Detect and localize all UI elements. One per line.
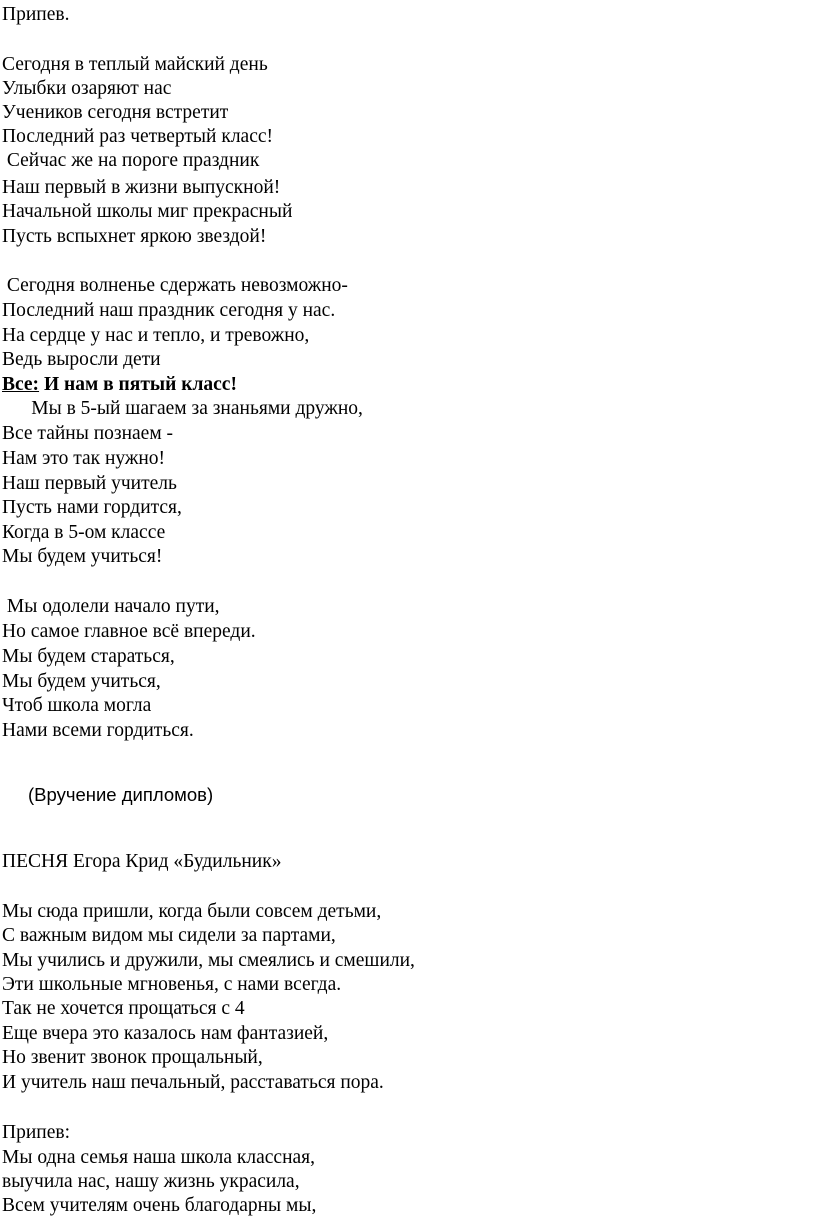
text-line: Нами всеми гордиться.: [2, 720, 194, 741]
text-line: Все тайны познаем -: [2, 423, 174, 444]
text-line: Последний наш праздник сегодня у нас.: [2, 300, 336, 321]
text-line: И учитель наш печальный, расставаться пора.: [2, 1072, 384, 1093]
text-line: Когда в 5-ом классе: [2, 522, 166, 543]
text-line: На сердце у нас и тепло, и тревожно,: [2, 325, 310, 346]
text-line: Но звенит звонок прощальный,: [2, 1047, 263, 1068]
speaker-line: [2, 375, 237, 395]
text-line: Мы будем учиться!: [2, 546, 163, 567]
text-line: Начальной школы миг прекрасный: [2, 201, 293, 222]
text-line: Мы учились и дружили, мы смеялись и смешили,: [2, 950, 415, 971]
text-line: Сегодня волненье сдержать невозможно-: [2, 275, 348, 296]
text-line: Чтоб школа могла: [2, 695, 152, 716]
chorus-heading: Припев:: [2, 1122, 70, 1143]
text-line: Улыбки озаряют нас: [2, 78, 172, 99]
text-line: Но самое главное всё впереди.: [2, 621, 256, 642]
text-line: выучила нас, нашу жизнь украсила,: [2, 1171, 300, 1192]
text-line: Наш первый учитель: [2, 473, 177, 494]
text-line: Еще вчера это казалось нам фантазией,: [2, 1023, 329, 1044]
text-line: Так не хочется прощаться с 4: [2, 998, 245, 1019]
text-line: Мы одна семья наша школа классная,: [2, 1147, 316, 1168]
text-line: Нам это так нужно!: [2, 448, 166, 469]
text-line: Ведь выросли дети: [2, 349, 161, 370]
text-line: Учеников сегодня встретит: [2, 102, 229, 123]
chorus-heading: Припев.: [2, 4, 70, 25]
text-line: Сегодня в теплый майский день: [2, 54, 268, 75]
text-line: Мы будем учиться,: [2, 671, 161, 692]
text-line: Последний раз четвертый класс!: [2, 126, 274, 147]
text-line: Мы сюда пришли, когда были совсем детьми,: [2, 901, 382, 922]
stage-direction: (Вручение дипломов): [28, 784, 214, 805]
text-line: Всем учителям очень благодарны мы,: [2, 1195, 317, 1216]
speaker-label: Все:: [2, 374, 40, 395]
text-line: С важным видом мы сидели за партами,: [2, 925, 336, 946]
song-title: ПЕСНЯ Егора Крид «Будильник»: [2, 851, 282, 872]
text-line: Сейчас же на пороге праздник: [2, 150, 260, 171]
speaker-text: И нам в пятый класс!: [39, 374, 237, 395]
text-line: Мы в 5-ый шагаем за знаньями дружно,: [2, 398, 363, 419]
text-line: Пусть вспыхнет яркою звездой!: [2, 226, 267, 247]
text-line: Пусть нами гордится,: [2, 497, 182, 518]
text-line: Мы будем стараться,: [2, 646, 175, 667]
text-line: Мы одолели начало пути,: [2, 596, 220, 617]
text-line: Наш первый в жизни выпускной!: [2, 177, 281, 198]
text-line: Эти школьные мгновенья, с нами всегда.: [2, 974, 342, 995]
